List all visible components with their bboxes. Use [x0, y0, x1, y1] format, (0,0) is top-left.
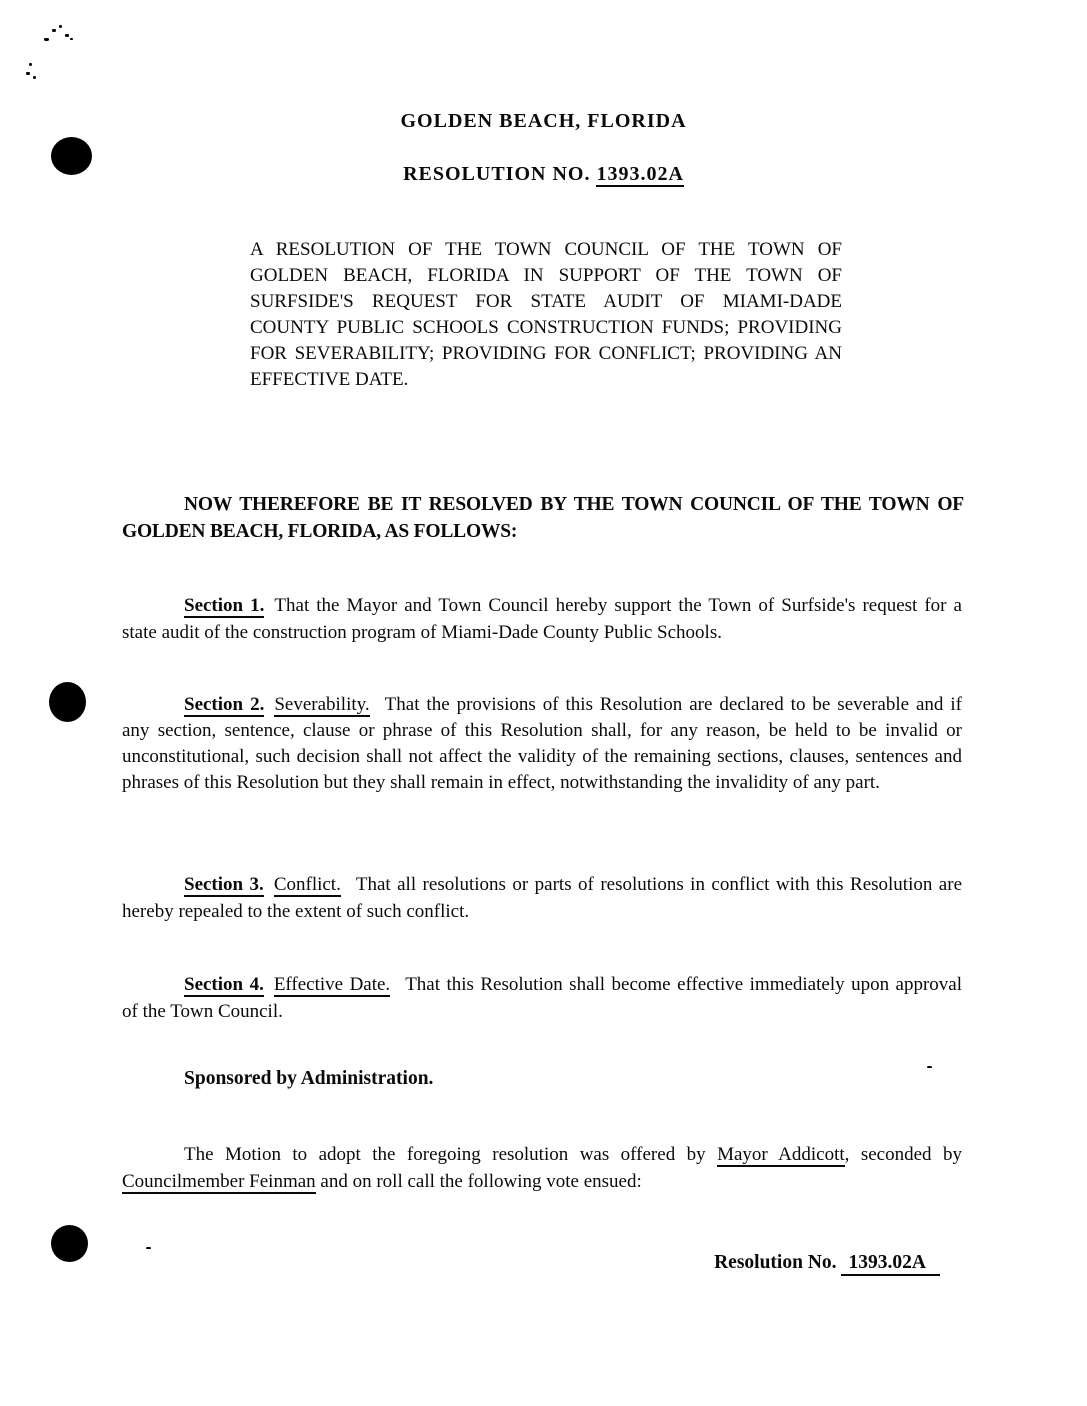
section-4-body: That this Resolution shall become effective immediately upon approval of the Town Council. — [122, 974, 963, 1022]
section-2-paragraph — [122, 692, 962, 796]
motion-mover-name: Mayor Addicott — [717, 1144, 845, 1165]
section-1-body: That the Mayor and Town Council hereby support the Town of Surfside's request for a state audit of the construction program of Miami-Dade County Public Schools. — [122, 595, 962, 643]
section-2-subheading: Severability. — [274, 694, 370, 715]
section-3-paragraph — [122, 871, 962, 925]
scan-speckle — [33, 76, 36, 79]
motion-prefix: The Motion to adopt the foregoing resolution was offered by — [184, 1144, 718, 1165]
document-title: GOLDEN BEACH, FLORIDA — [400, 110, 687, 132]
scan-speckle — [44, 38, 49, 41]
footer-number-value: 1393.02A — [841, 1252, 940, 1276]
section-3-subheading: Conflict. — [273, 874, 341, 895]
resolved-clause: NOW THEREFORE BE IT RESOLVED BY THE TOWN COUNCIL OF THE TOWN OF GOLDEN BEACH, FLORIDA, AS FOLLOWS: — [122, 494, 964, 542]
punch-hole-mark — [51, 1225, 88, 1262]
resolution-number-value: 1393.02A — [596, 163, 684, 185]
footer-resolution-number — [714, 1252, 940, 1274]
footer-label: Resolution No. — [714, 1252, 837, 1273]
scan-speckle — [146, 1247, 151, 1249]
motion-paragraph — [122, 1141, 962, 1195]
section-3-body: That all resolutions or parts of resolutions in conflict with this Resolution are hereby repealed to the extent of such conflict. — [122, 874, 963, 922]
scan-speckle — [927, 1066, 932, 1068]
motion-suffix: and on roll call the following vote ensued: — [315, 1171, 642, 1192]
scan-speckle — [59, 25, 62, 28]
section-4-heading: Section 4. — [184, 974, 264, 995]
section-4-subheading: Effective Date. — [273, 974, 391, 995]
section-1-paragraph — [122, 592, 962, 646]
section-1-heading: Section 1. — [184, 595, 265, 616]
sponsor-line: Sponsored by Administration. — [184, 1068, 434, 1089]
resolution-caption: A RESOLUTION OF THE TOWN COUNCIL OF THE TOWN OF GOLDEN BEACH, FLORIDA IN SUPPORT OF THE TOWN OF SURFSIDE'S REQUEST FOR STATE AUDIT OF MIAMI-DADE COUNTY PUBLIC SCHOOLS CONSTRUCTION FUNDS; PROVIDING FOR SEVERABILITY; PROVIDING FOR CONFLICT; PROVIDING AN EFFECTIVE DATE. — [250, 239, 842, 390]
scan-speckle — [52, 29, 56, 32]
motion-seconder-name: Councilmember Feinman — [122, 1171, 316, 1192]
section-3-heading: Section 3. — [184, 874, 264, 895]
scan-speckle — [26, 72, 30, 75]
punch-hole-mark — [49, 682, 86, 722]
section-2-body: That the provisions of this Resolution are declared to be severable and if any section, sentence, clause or phrase of this Resolution shall, for any reason, be held to be invalid or unconstitutional, such decision shall not affect the validity of the remaining sections, clauses, sentences and phrases of this Resolution but they shall remain in effect, notwithstanding the invalidity of any part. — [122, 694, 962, 793]
section-2-heading: Section 2. — [184, 694, 265, 715]
section-4-paragraph — [122, 971, 962, 1025]
scan-speckle — [29, 63, 32, 66]
scan-speckle — [65, 34, 69, 37]
scan-speckle — [70, 38, 73, 40]
motion-middle: , seconded by — [844, 1144, 962, 1165]
resolution-number-label: RESOLUTION NO. — [403, 163, 591, 185]
resolution-number-heading — [0, 163, 1087, 186]
